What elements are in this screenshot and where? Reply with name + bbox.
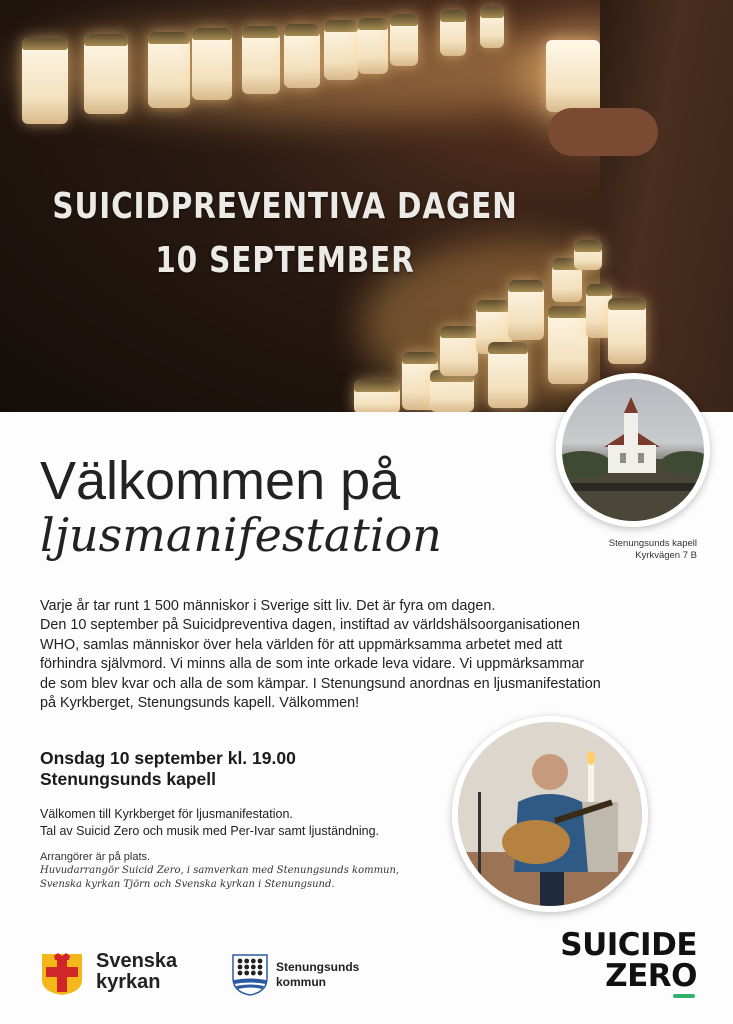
candle [508,280,544,340]
body-line: Den 10 september på Suicidpreventiva dagen, instiftad av världshälsoorganisationen [40,617,580,634]
candle [192,28,232,100]
hero-title-line1: SUICIDPREVENTIVA DAGEN [52,186,518,227]
candle [440,10,466,56]
candle [242,26,280,94]
candle [488,342,528,408]
organizers-line: Arrangörer är på plats. [40,851,151,863]
event-details-line: Välkomen till Kyrkberget för ljusmanifestation. [40,807,293,821]
svenska-kyrkan-wordmark [96,951,177,993]
guitarist-icon [458,722,642,906]
suicide-zero-zer: ZER [605,958,672,994]
event-info [40,748,296,790]
event-datetime: Onsdag 10 september kl. 19.00 [40,748,296,768]
event-details-line: Tal av Suicid Zero och musik med Per-Ivar samt ljuständning. [40,824,380,838]
stenungsund-wordmark [276,960,359,990]
candle [574,240,602,270]
organizers-line: Huvudarrangör Suicid Zero, i samverkan med Stenungsunds kommun, [40,865,400,876]
candle [390,14,418,66]
body-line: WHO, samlas människor över hela världen för att uppmärksamma arbetet med att [40,636,563,653]
stenungsunds-kommun-logo [232,954,360,1001]
stenungsund-line1: Stenungsunds [276,960,360,974]
candle [480,6,504,48]
candle [148,32,190,108]
stenungsund-line2: kommun [276,975,327,989]
candle [324,20,358,80]
candle [358,18,388,74]
candle [354,380,400,412]
body-line: förhindra självmord. Vi minns alla de som inte orkade leva vidare. Vi uppmärksammar [40,656,585,673]
hero-title-line2: 10 SEPTEMBER [155,240,415,281]
chapel-address: Kyrkvägen 7 B [635,550,697,561]
event-details [40,806,379,840]
musician-photo [452,716,648,912]
candle [548,306,588,384]
svenska-kyrkan-cross-icon [40,952,84,996]
headline-line2: ljusmanifestation [40,508,442,562]
candle [430,370,474,412]
organizers-line: Svenska kyrkan Tjörn och Svenska kyrkan i Stenungsund. [40,879,335,890]
body-line: Varje år tar runt 1 500 människor i Sverige sitt liv. Det är fyra om dagen. [40,598,496,614]
candle [440,326,478,376]
chapel-photo [556,373,710,527]
body-line: de som blev kvar och alla de som kämpar. I Stenungsund anordnas en ljusmanifestation [40,675,601,692]
candle [608,298,646,364]
candle [84,34,128,114]
suicide-zero-logo [560,927,697,994]
chapel-icon [562,379,704,521]
organizers [40,850,399,892]
body-line: på Kyrkberget, Stenungsunds kapell. Välkommen! [40,695,360,712]
svenska-kyrkan-logo [40,950,178,1001]
svenska-kyrkan-line1: Svenska [96,950,178,972]
chapel-name: Stenungsunds kapell [608,538,697,549]
stenungsund-crest-icon [232,954,268,996]
hand [548,108,658,156]
candle-being-lit [546,40,600,112]
chapel-caption [609,538,697,562]
body-paragraph [40,597,700,713]
suicide-zero-o: O [671,958,697,994]
hero-image [0,0,733,412]
suicide-zero-line2 [560,958,697,994]
suicide-zero-line1: SUICIDE [560,927,697,963]
svenska-kyrkan-line2: kyrkan [96,971,161,993]
candle [284,24,320,88]
headline-line1: Välkommen på [40,451,401,511]
candle [22,38,68,124]
event-place: Stenungsunds kapell [40,769,216,789]
